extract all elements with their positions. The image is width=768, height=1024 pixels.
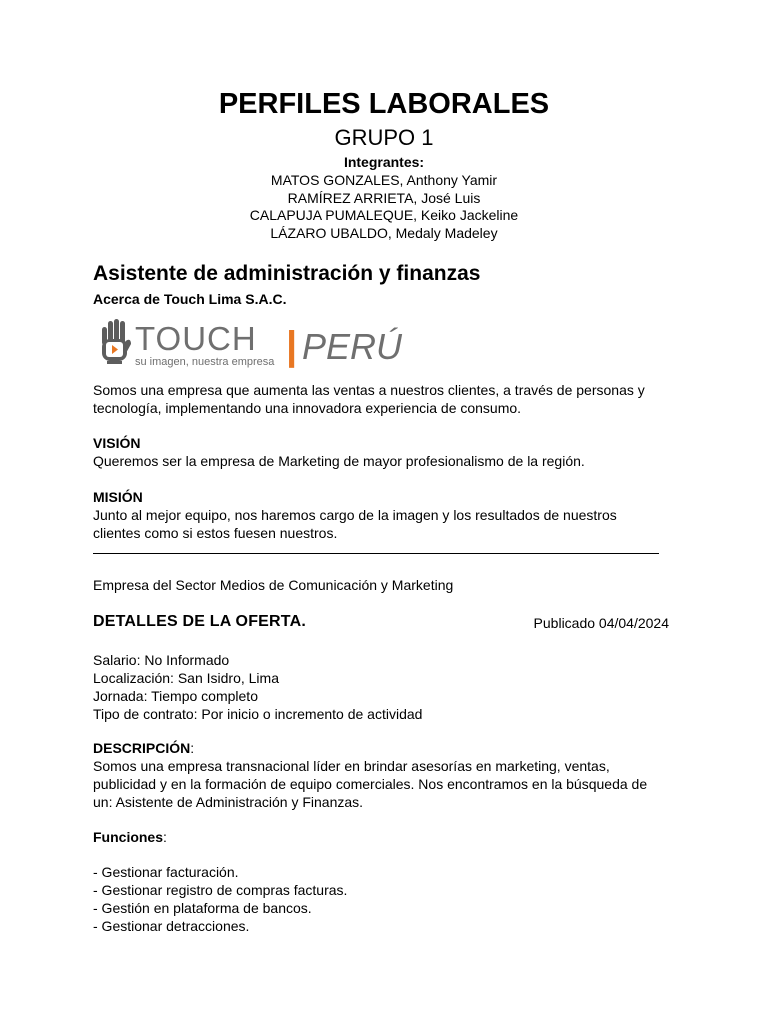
description-colon: : bbox=[190, 740, 195, 756]
job-title: Asistente de administración y finanzas bbox=[93, 262, 481, 285]
horizontal-divider bbox=[93, 553, 659, 554]
members-block bbox=[0, 154, 768, 243]
description-line: Somos una empresa transnacional líder en brindar asesorías en marketing, ventas, bbox=[93, 758, 610, 774]
company-intro bbox=[93, 381, 673, 417]
company-about-heading: Acerca de Touch Lima S.A.C. bbox=[93, 291, 287, 307]
spacer bbox=[93, 846, 673, 863]
offer-title: DETALLES DE LA OFERTA. bbox=[93, 613, 306, 630]
member-name: LÁZARO UBALDO, Medaly Madeley bbox=[270, 225, 498, 242]
offer-detail-location: Localización: San Isidro, Lima bbox=[93, 670, 279, 686]
document-subtitle: GRUPO 1 bbox=[334, 125, 434, 150]
member-name: MATOS GONZALES, Anthony Yamir bbox=[270, 171, 498, 188]
vision-heading: VISIÓN bbox=[93, 435, 141, 451]
mission-section bbox=[93, 488, 673, 542]
vision-section bbox=[93, 434, 673, 470]
description-line: un: Asistente de Administración y Finanzas. bbox=[93, 794, 364, 810]
description-line: publicidad y en la formación de equipo comerciales. Nos encontramos en la búsqueda de bbox=[93, 776, 648, 792]
member-name: RAMÍREZ ARRIETA, José Luis bbox=[287, 189, 481, 206]
offer-detail-contract: Tipo de contrato: Por inicio o incremento de actividad bbox=[93, 706, 423, 722]
offer-details bbox=[93, 651, 673, 723]
company-sector: Empresa del Sector Medios de Comunicación y Marketing bbox=[93, 577, 454, 593]
intro-line: tecnología, implementando una innovadora experiencia de consumo. bbox=[93, 400, 522, 416]
mission-line: clientes como si estos fuesen nuestros. bbox=[93, 525, 338, 541]
function-item: - Gestionar registro de compras facturas. bbox=[93, 882, 348, 898]
functions-section bbox=[93, 828, 673, 935]
logo-tagline: su imagen, nuestra empresa bbox=[135, 356, 275, 368]
offer-detail-salary: Salario: No Informado bbox=[93, 652, 230, 668]
function-item: - Gestionar facturación. bbox=[93, 864, 239, 880]
description-section bbox=[93, 739, 673, 811]
functions-colon: : bbox=[163, 829, 167, 845]
logo-separator: | bbox=[286, 324, 298, 368]
member-name: CALAPUJA PUMALEQUE, Keiko Jackeline bbox=[249, 207, 519, 224]
offer-detail-schedule: Jornada: Tiempo completo bbox=[93, 688, 258, 704]
company-logo bbox=[93, 310, 411, 376]
function-item: - Gestionar detracciones. bbox=[93, 918, 250, 934]
functions-heading: Funciones bbox=[93, 829, 164, 845]
published-date: Publicado 04/04/2024 bbox=[533, 615, 669, 631]
function-item: - Gestión en plataforma de bancos. bbox=[93, 900, 312, 916]
logo-brand-text: TOUCH bbox=[135, 320, 257, 357]
vision-text: Queremos ser la empresa de Marketing de mayor profesionalismo de la región. bbox=[93, 453, 585, 469]
intro-line: Somos una empresa que aumenta las ventas a nuestros clientes, a través de personas y bbox=[93, 382, 645, 398]
mission-line: Junto al mejor equipo, nos haremos cargo de la imagen y los resultados de nuestros bbox=[93, 507, 617, 523]
hand-icon bbox=[102, 319, 131, 364]
logo-country-text: PERÚ bbox=[302, 326, 403, 367]
document-title: PERFILES LABORALES bbox=[218, 88, 550, 120]
mission-heading: MISIÓN bbox=[93, 489, 143, 505]
members-label: Integrantes: bbox=[343, 154, 425, 170]
description-heading: DESCRIPCIÓN bbox=[93, 740, 191, 756]
